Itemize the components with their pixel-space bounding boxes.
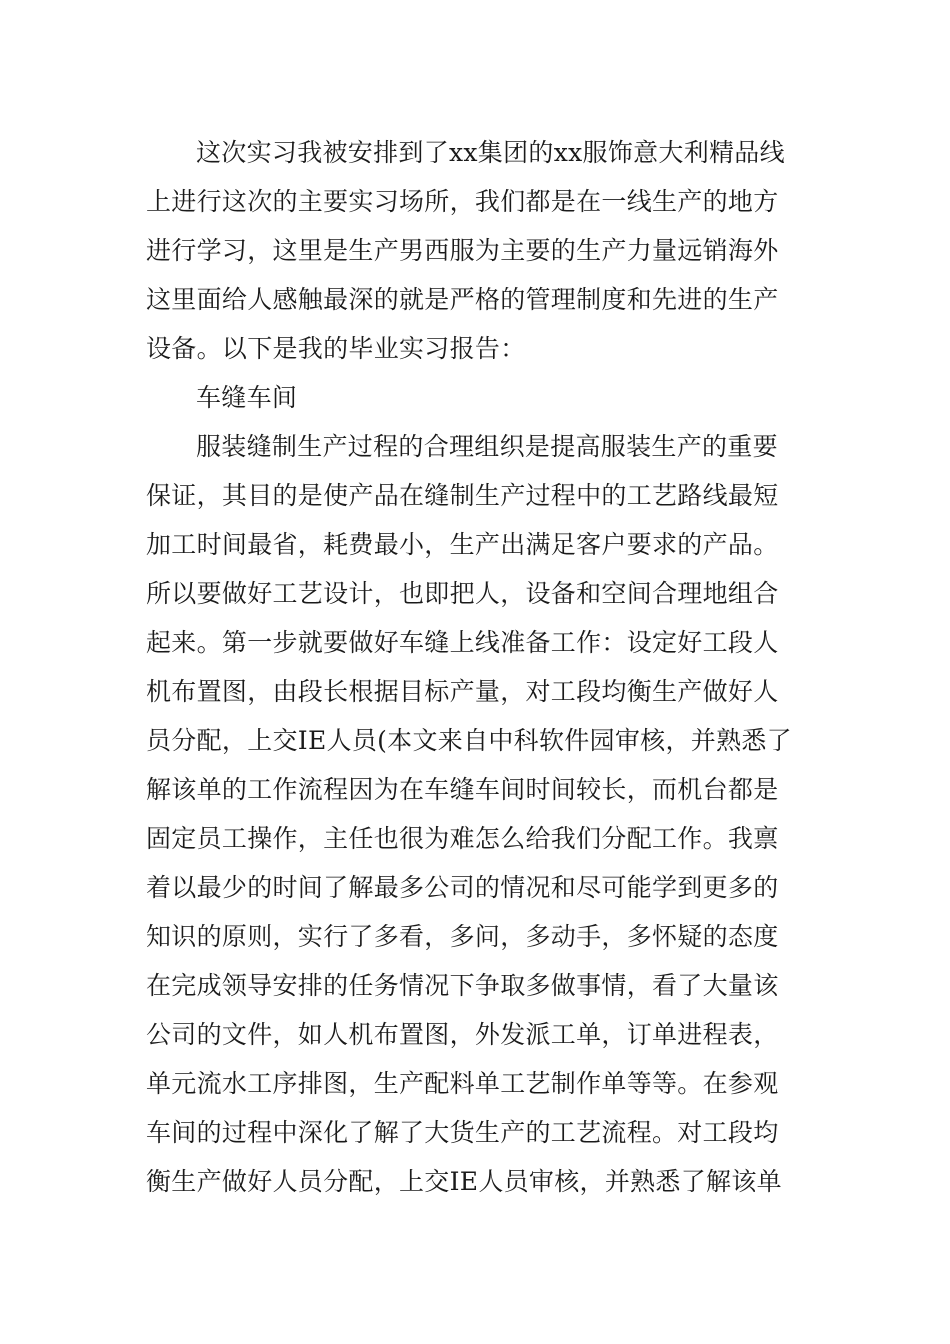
text-line: 这次实习我被安排到了xx集团的xx服饰意大利精品线	[196, 138, 785, 167]
text-line: 车间的过程中深化了解了大货生产的工艺流程。对工段均	[146, 1118, 779, 1147]
text-line: 衡生产做好人员分配，上交IE人员审核，并熟悉了解该单	[146, 1167, 782, 1196]
text-line: 单元流水工序排图，生产配料单工艺制作单等等。在参观	[146, 1069, 779, 1098]
text-line: 所以要做好工艺设计，也即把人，设备和空间合理地组合	[146, 579, 779, 608]
text-line: 起来。第一步就要做好车缝上线准备工作：设定好工段人	[146, 628, 779, 657]
text-line: 知识的原则，实行了多看，多问，多动手，多怀疑的态度	[146, 922, 779, 951]
text-line: 加工时间最省，耗费最小，生产出满足客户要求的产品。	[146, 530, 779, 559]
text-line: 保证，其目的是使产品在缝制生产过程中的工艺路线最短	[146, 481, 779, 510]
text-line: 机布置图，由段长根据目标产量，对工段均衡生产做好人	[146, 677, 779, 706]
text-line: 固定员工操作，主任也很为难怎么给我们分配工作。我禀	[146, 824, 779, 853]
text-line: 着以最少的时间了解最多公司的情况和尽可能学到更多的	[146, 873, 779, 902]
text-line: 解该单的工作流程因为在车缝车间时间较长，而机台都是	[146, 775, 779, 804]
section-heading: 车缝车间	[196, 383, 298, 412]
text-line: 在完成领导安排的任务情况下争取多做事情，看了大量该	[146, 971, 779, 1000]
text-line: 员分配，上交IE人员(本文来自中科软件园审核，并熟悉了	[146, 726, 792, 755]
text-line: 进行学习，这里是生产男西服为主要的生产力量远销海外	[146, 236, 779, 265]
text-line: 设备。以下是我的毕业实习报告：	[146, 334, 526, 363]
text-line: 服装缝制生产过程的合理组织是提高服装生产的重要	[196, 432, 778, 461]
body-text	[146, 128, 810, 1206]
text-line: 这里面给人感触最深的就是严格的管理制度和先进的生产	[146, 285, 779, 314]
text-line: 公司的文件，如人机布置图，外发派工单，订单进程表，	[146, 1020, 779, 1049]
text-line: 上进行这次的主要实习场所，我们都是在一线生产的地方	[146, 187, 779, 216]
